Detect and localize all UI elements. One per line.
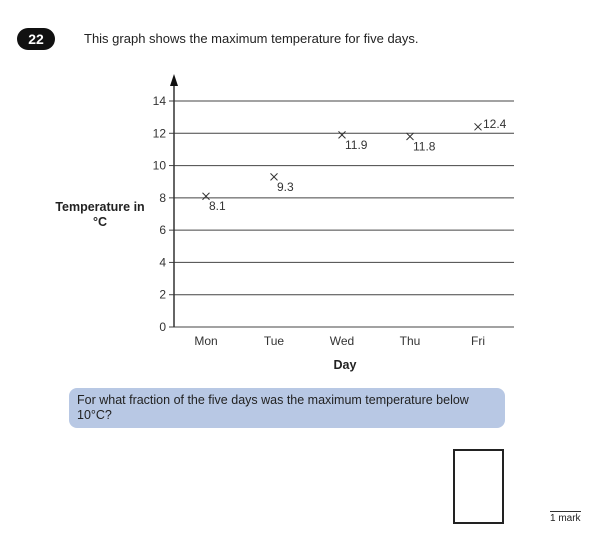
- question-number-badge: 22: [17, 28, 55, 50]
- data-label: 8.1: [209, 199, 226, 214]
- question-prompt: For what fraction of the five days was the maximum temperature below 10°C?: [69, 388, 505, 428]
- question-text: This graph shows the maximum temperature for five days.: [84, 31, 419, 46]
- data-label: 11.9: [345, 137, 368, 152]
- y-tick-label: 6: [159, 223, 166, 238]
- marks-label: 1 mark: [550, 513, 581, 524]
- y-tick-label: 14: [152, 94, 166, 108]
- y-tick-label: 4: [159, 255, 166, 270]
- y-tick-label: 12: [152, 126, 166, 141]
- x-tick-label: Thu: [399, 334, 421, 348]
- y-tick-label: 8: [159, 190, 166, 205]
- y-axis-label: Temperature in °C: [55, 200, 145, 229]
- data-label: 12.4: [483, 116, 507, 131]
- x-tick-label: Fri: [471, 334, 485, 348]
- y-tick-label: 0: [159, 320, 166, 334]
- x-tick-label: Tue: [263, 334, 285, 348]
- x-axis-label: Day: [333, 358, 357, 372]
- y-axis-arrow-icon: [170, 74, 178, 86]
- data-label: 11.8: [413, 139, 436, 154]
- data-label: 9.3: [277, 179, 294, 194]
- answer-box[interactable]: [453, 449, 504, 524]
- y-tick-label: 2: [159, 287, 166, 302]
- data-point-marker: [475, 123, 482, 130]
- y-tick-label: 10: [152, 158, 166, 173]
- x-tick-label: Wed: [329, 334, 355, 348]
- x-tick-label: Mon: [194, 334, 218, 348]
